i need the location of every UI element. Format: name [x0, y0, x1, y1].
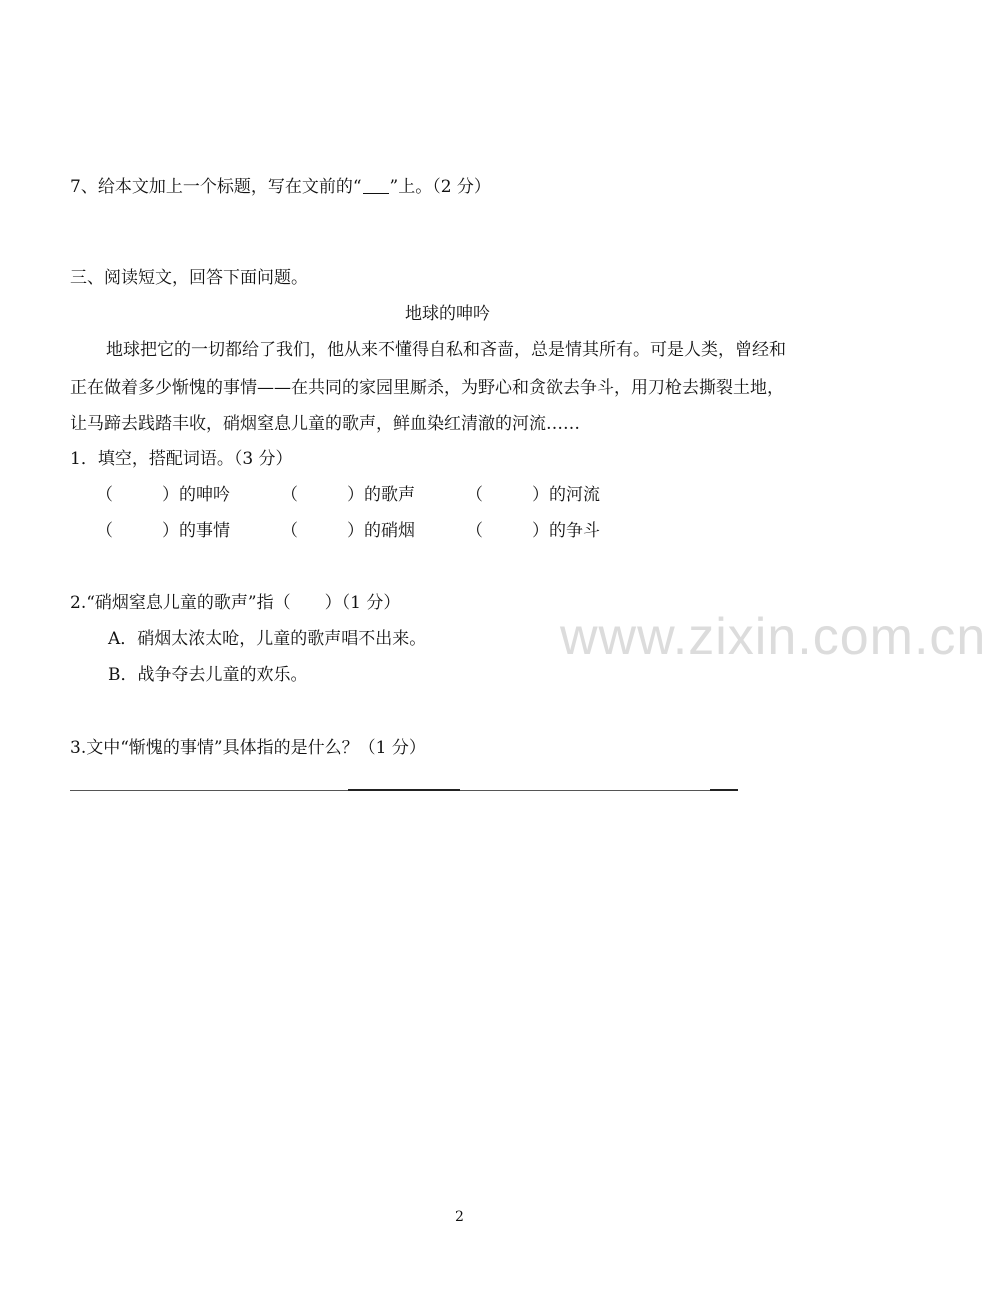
open-paren: （ [96, 521, 113, 541]
answer-line[interactable] [70, 790, 348, 791]
section-3-heading: 三、阅读短文，回答下面问题。 [70, 268, 308, 288]
passage-title: 地球的呻吟 [405, 304, 490, 324]
passage-line-2: 正在做着多少惭愧的事情——在共同的家园里厮杀，为野心和贪欲去争斗，用刀枪去撕裂土地， [70, 378, 784, 398]
phrase: ）的事情 [162, 521, 230, 541]
option-b[interactable]: B．战争夺去儿童的欢乐。 [108, 665, 308, 685]
answer-slot[interactable] [116, 484, 156, 506]
open-paren: （ [281, 521, 298, 541]
passage-line-1: 地球把它的一切都给了我们，他从来不懂得自私和吝啬，总是情其所有。可是人类，曾经和 [106, 340, 786, 360]
open-paren: （ [466, 485, 483, 505]
question-2-prompt: 2.“硝烟窒息儿童的歌声”指（ ）（1 分） [70, 593, 401, 613]
question-7 [70, 176, 491, 198]
page-number: 2 [455, 1209, 464, 1225]
phrase: ）的歌声 [347, 485, 415, 505]
answer-slot[interactable] [116, 520, 156, 542]
answer-line-segment [348, 789, 460, 791]
question-7-suffix: ”上。（2 分） [389, 177, 491, 197]
answer-line-segment [710, 789, 738, 791]
phrase: ）的争斗 [532, 521, 600, 541]
answer-slot[interactable] [486, 520, 526, 542]
phrase: ）的硝烟 [347, 521, 415, 541]
passage-line-3: 让马蹄去践踏丰收，硝烟窒息儿童的歌声，鲜血染红清澈的河流…… [70, 414, 580, 434]
phrase: ）的呻吟 [162, 485, 230, 505]
open-paren: （ [281, 485, 298, 505]
option-a[interactable]: A．硝烟太浓太呛，儿童的歌声唱不出来。 [108, 629, 427, 649]
answer-slot[interactable] [301, 520, 341, 542]
open-paren: （ [466, 521, 483, 541]
open-paren: （ [96, 485, 113, 505]
phrase: ）的河流 [532, 485, 600, 505]
title-blank[interactable] [363, 177, 389, 194]
question-1-prompt: 1．填空，搭配词语。（3 分） [70, 449, 293, 469]
answer-slot[interactable] [486, 484, 526, 506]
answer-slot[interactable] [301, 484, 341, 506]
watermark: www.zixin.com.cn [560, 608, 986, 666]
question-7-prefix: 7、给本文加上一个标题，写在文前的“ [70, 177, 362, 197]
question-3-prompt: 3.文中“惭愧的事情”具体指的是什么？（1 分） [70, 738, 426, 758]
answer-line-segment [460, 790, 710, 791]
